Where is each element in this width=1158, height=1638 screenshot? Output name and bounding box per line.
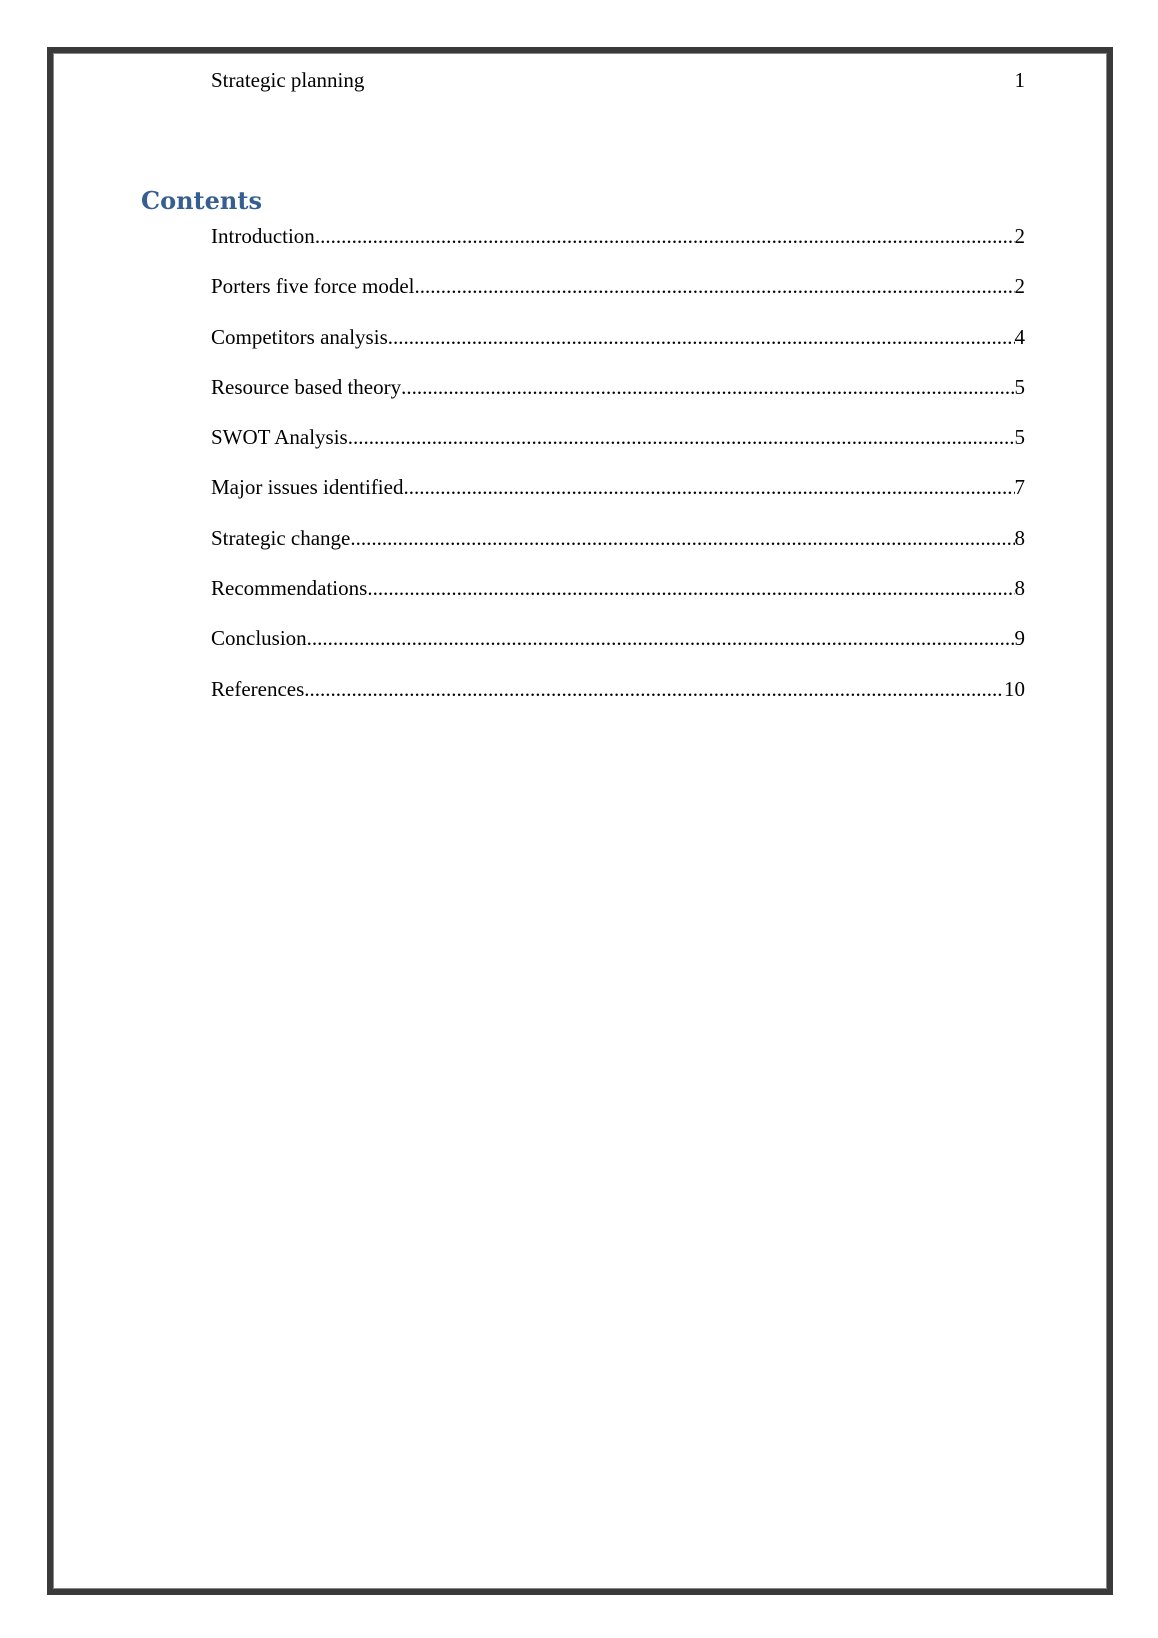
toc-entry-page: 5 — [1014, 374, 1025, 399]
toc-entry-page: 2 — [1014, 274, 1025, 299]
toc-entry-swot-analysis[interactable] — [211, 425, 1025, 455]
toc-entry-title: References — [211, 676, 305, 701]
page-header — [211, 68, 1025, 98]
toc-entry-title: Strategic change — [211, 525, 351, 550]
toc-entry-title: Conclusion — [211, 626, 307, 651]
toc-entry-porters-five-force-model[interactable] — [211, 274, 1025, 304]
toc-dot-leader — [401, 375, 1014, 400]
toc-entry-competitors-analysis[interactable] — [211, 325, 1025, 355]
table-of-contents — [211, 224, 1025, 727]
toc-entry-page: 8 — [1014, 525, 1025, 550]
toc-entry-recommendations[interactable] — [211, 576, 1025, 606]
toc-dot-leader — [367, 576, 1014, 601]
toc-entry-introduction[interactable] — [211, 224, 1025, 254]
toc-entry-title: Resource based theory — [211, 374, 402, 399]
toc-entry-page: 9 — [1014, 626, 1025, 651]
toc-heading: Contents — [141, 186, 262, 215]
toc-entry-page: 2 — [1014, 224, 1025, 248]
toc-entry-page: 5 — [1014, 425, 1025, 450]
header-page-number: 1 — [1014, 68, 1025, 92]
header-title: Strategic planning — [211, 68, 365, 92]
toc-dot-leader — [348, 425, 1015, 450]
toc-dot-leader — [388, 325, 1015, 350]
toc-dot-leader — [304, 677, 1004, 702]
toc-entry-page: 7 — [1014, 475, 1025, 500]
toc-dot-leader — [403, 475, 1014, 500]
toc-entry-page: 10 — [1004, 676, 1025, 701]
toc-entry-title: Competitors analysis — [211, 324, 388, 349]
toc-entry-title: Recommendations — [211, 576, 368, 601]
toc-entry-references[interactable] — [211, 677, 1025, 707]
toc-entry-title: Major issues identified — [211, 475, 404, 500]
toc-entry-page: 8 — [1014, 576, 1025, 601]
toc-dot-leader — [350, 526, 1014, 551]
toc-entry-title: SWOT Analysis — [211, 425, 348, 450]
toc-entry-page: 4 — [1014, 324, 1025, 349]
toc-dot-leader — [315, 224, 1015, 249]
toc-entry-title: Porters five force model — [211, 274, 415, 299]
toc-entry-resource-based-theory[interactable] — [211, 375, 1025, 405]
toc-dot-leader — [307, 626, 1015, 651]
toc-entry-strategic-change[interactable] — [211, 526, 1025, 556]
toc-dot-leader — [415, 274, 1015, 299]
toc-entry-conclusion[interactable] — [211, 626, 1025, 656]
toc-entry-title: Introduction — [211, 224, 315, 248]
toc-entry-major-issues-identified[interactable] — [211, 475, 1025, 505]
